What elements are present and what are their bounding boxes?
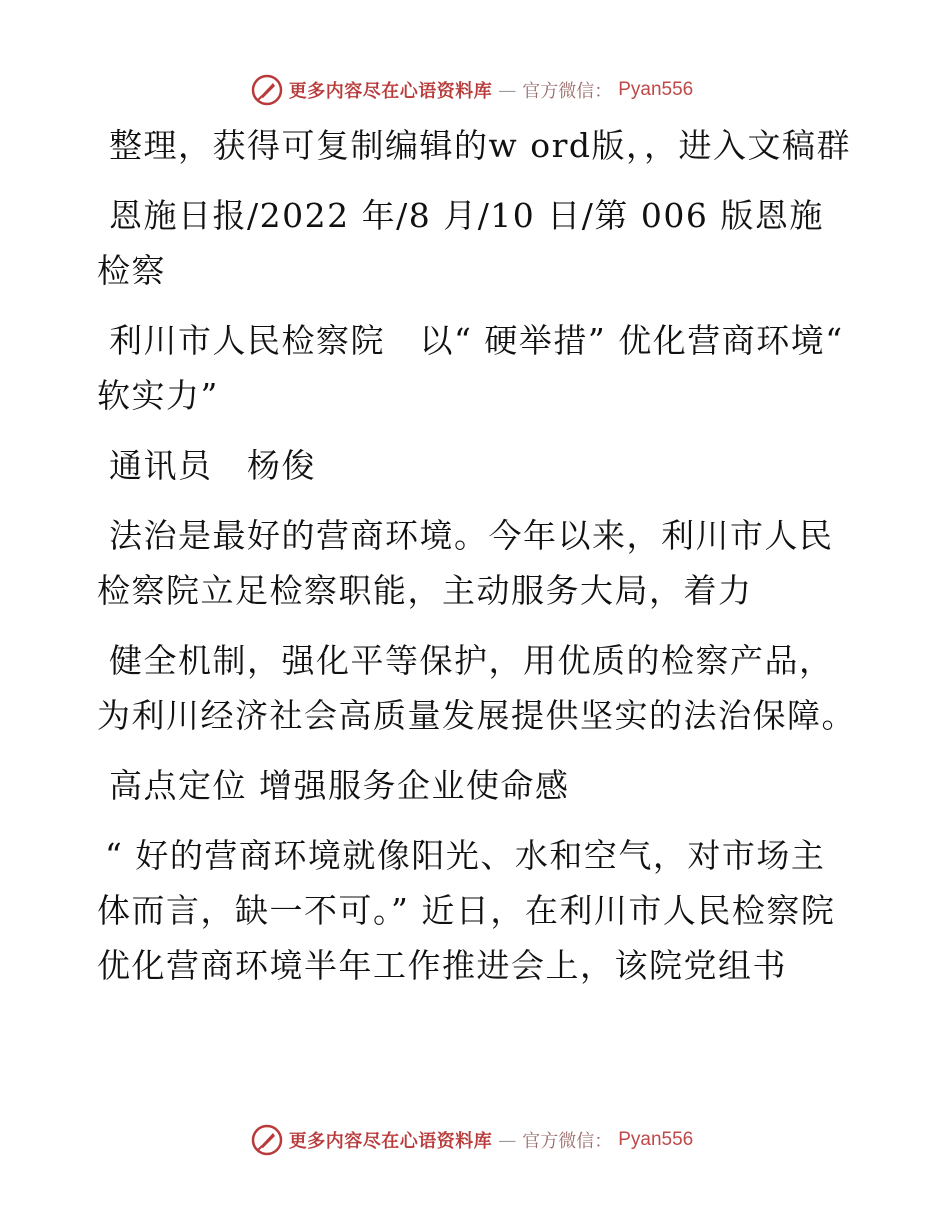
paragraph-body-1: 法治是最好的营商环境。今年以来，利川市人民检察院立足检察职能，主动服务大局，着力 [97,516,834,610]
watermark-wechat-id: Pyan556 [618,79,694,100]
paragraph-body-2: 健全机制，强化平等保护，用优质的检察产品，为利川经济社会高质量发展提供坚实的法治保障。 [97,641,856,735]
watermark-dash: — [498,79,517,101]
paragraph-source: 恩施日报/2022 年/8 月/10 日/第 006 版恩施检察 [97,196,824,290]
paragraph-body-3: “ 好的营商环境就像阳光、水和空气，对市场主体而言，缺一不可。” 近日，在利川市人民检察院优化营商环境半年工作推进会上，该院党组书 [97,836,836,985]
paragraph-headline: 利川市人民检察院 以“ 硬举措” 优化营商环境“ 软实力” [97,321,844,415]
paragraph-byline: 通讯员 杨俊 [109,446,316,485]
watermark-inner [251,1124,694,1156]
watermark-dash: — [498,1129,517,1151]
header-watermark [0,70,950,110]
watermark-inner [251,74,694,106]
footer-watermark [0,1120,950,1160]
paragraph-subheading: 高点定位 增强服务企业使命感 [109,766,570,805]
quill-logo-icon [251,74,283,106]
watermark-wechat-id: Pyan556 [618,1129,694,1150]
watermark-text: 更多内容尽在心语资料库 [288,1131,493,1152]
paragraph-intro: 整理，获得可复制编辑的w ord版，，进入文稿群 [109,126,852,165]
document-body [97,118,857,1008]
watermark-label: 官方微信： [522,81,613,102]
watermark-text: 更多内容尽在心语资料库 [288,81,493,102]
watermark-label: 官方微信： [522,1131,613,1152]
quill-logo-icon [251,1124,283,1156]
